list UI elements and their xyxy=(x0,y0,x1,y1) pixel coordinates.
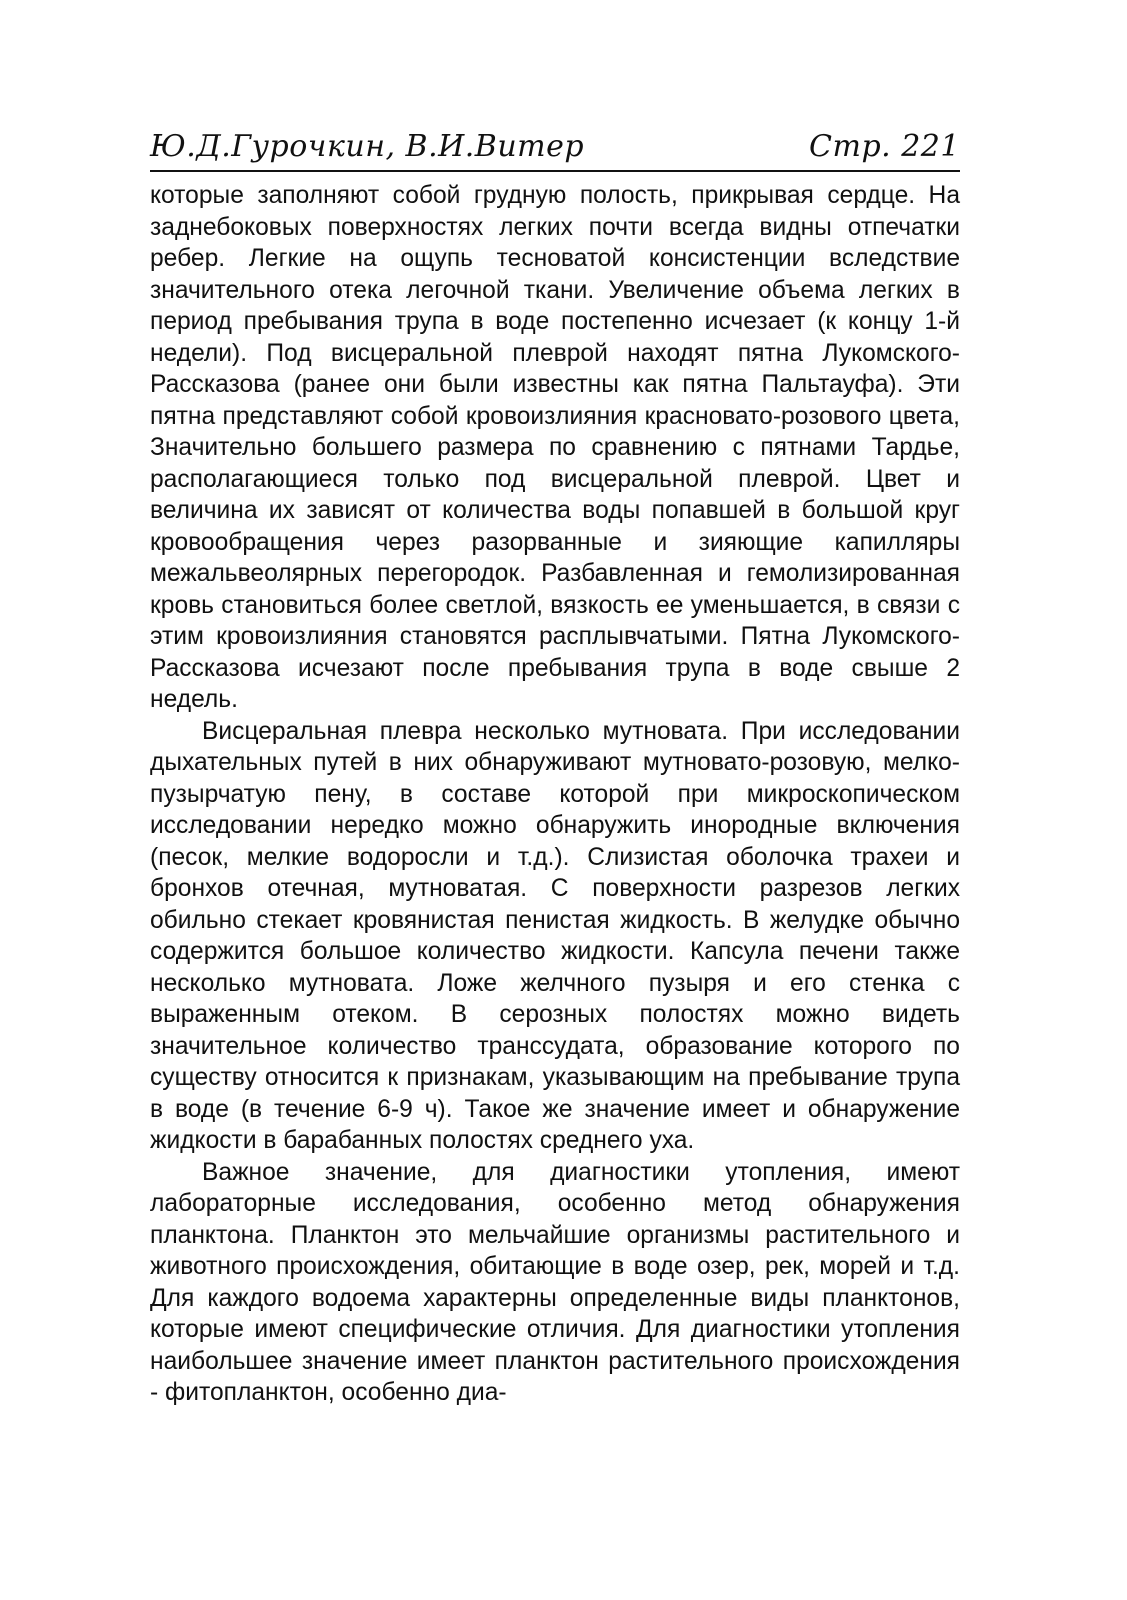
document-page xyxy=(150,122,960,1409)
paragraph: Висцеральная плевра несколько мутновата. При исследовании дыхательных путей в них обнаруживают мутновато-розовую, мелко-пузырчатую пену, в составе которой при микроскопическом исследовании нередко можно обнаружить инородные включения (песок, мелкие водоросли и т.д.). Слизистая оболочка трахеи и бронхов отечная, мутноватая. С поверхности разрезов легких обильно стекает кровянистая пенистая жидкость. В желудке обычно содержится большое количество жидкости. Капсула печени также несколько мутновата. Ложе желчного пузыря и его стенка с выраженным отеком. В серозных полостях можно видеть значительное количество транссудата, образование которого по существу относится к признакам, указывающим на пребывание трупа в воде (в течение 6-9 ч). Такое же значение имеет и обнаружение жидкости в барабанных полостях среднего уха. xyxy=(150,717,960,1154)
paragraph: которые заполняют собой грудную полость, прикрывая сердце. На заднебоковых поверхностях легких почти всегда видны отпечатки ребер. Легкие на ощупь тесноватой консистенции вследствие значительного отека легочной ткани. Увеличение объема легких в период пребывания трупа в воде постепенно исчезает (к концу 1-й недели). Под висцеральной плеврой находят пятна Лукомского-Рассказова (ранее они были известны как пятна Пальтауфа). Эти пятна представляют собой кровоизлияния красновато-розового цвета, Значительно большего размера по сравнению с пятнами Тардье, располагающиеся только под висцеральной плеврой. Цвет и величина их зависят от количества воды попавшей в большой круг кровообращения через разорванные и зияющие капилляры межальвеолярных перегородок. Разбавленная и гемолизированная кровь становиться более светлой, вязкость ее уменьшается, в связи с этим кровоизлияния становятся расплывчатыми. Пятна Лукомского-Рассказова исчезают после пребывания трупа в воде свыше 2 недель. xyxy=(150,182,960,713)
body-text xyxy=(150,180,960,1409)
header-authors: Ю.Д.Гурочкин, В.И.Витер xyxy=(150,129,585,164)
running-header xyxy=(150,122,960,164)
header-rule xyxy=(150,170,960,172)
paragraph: Важное значение, для диагностики утопления, имеют лабораторные исследования, особенно метод обнаружения планктона. Планктон это мельчайшие организмы растительного и животного происхождения, обитающие в воде озер, рек, морей и т.д. Для каждого водоема характерны определенные виды планктонов, которые имеют специфические отличия. Для диагностики утопления наибольшее значение имеет планктон растительного происхождения - фитопланктон, особенно диа- xyxy=(150,1158,960,1406)
header-page-number: Стр. 221 xyxy=(809,129,960,164)
